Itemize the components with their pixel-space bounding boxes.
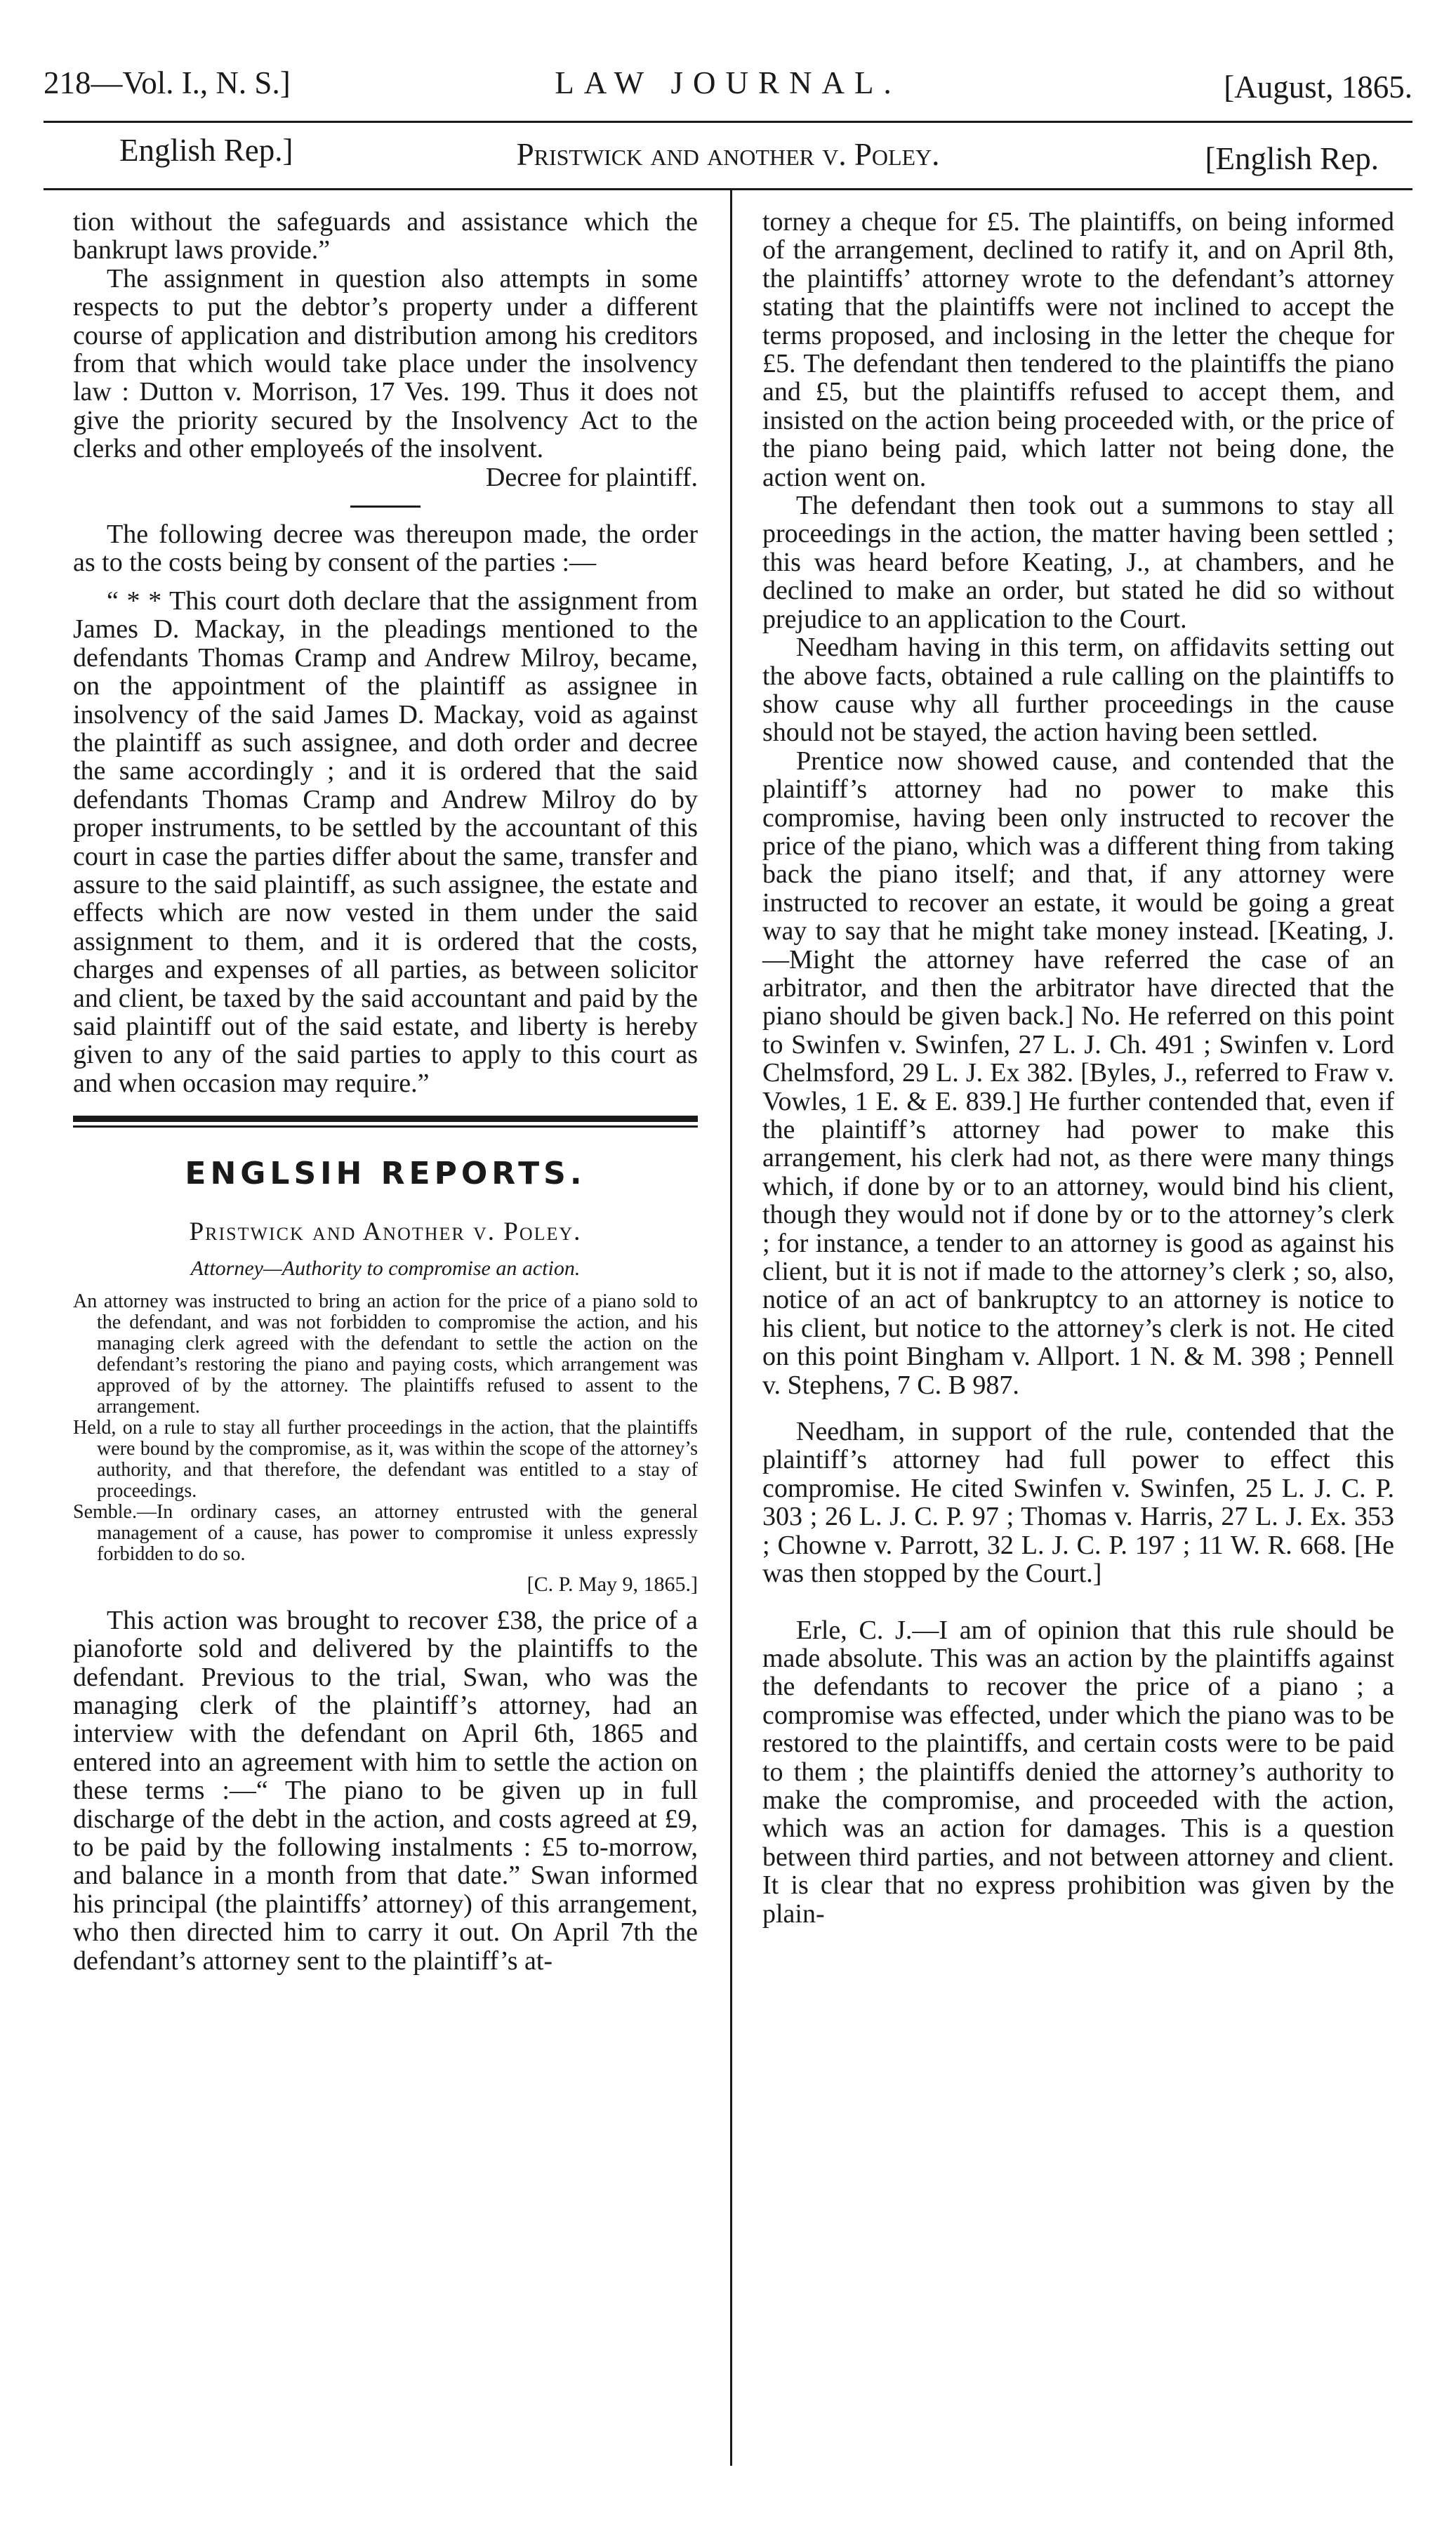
short-separator (350, 506, 421, 508)
case-subheader (44, 126, 1412, 183)
subheader-case-name: Pristwick and another v. Poley. (516, 137, 940, 172)
subheader-left: English Rep.] (119, 133, 293, 168)
decree-text: “ * * This court doth declare that the assignment from James D. Mackay, in the pleadings mentioned to the defendants Thomas Cramp and Andrew Milroy, became, on the appointment of the plaintiff as assignee in insolvency of the said James D. Mackay, void as against the plaintiff as such assignee, and doth order and decree the same accordingly ; and it is ordered that the said defendants Thomas Cramp and Andrew Milroy do by proper instruments, to be settled by the accountant of this court in case the parties differ about the same, transfer and assure to the said plaintiff, as such assignee, the estate and effects which are now vested in them under the said assignment to them, and it is ordered that the costs, charges and expenses of all parties, as between solicitor and client, be taxed by the said accountant and paid by the said plaintiff out of the said estate, and liberty is hereby given to any of the said parties to apply to this court as and when occasion may require.” (73, 586, 698, 1098)
subheader-right: [English Rep. (1205, 141, 1379, 176)
catchline: Attorney—Authority to compromise an action. (190, 1257, 581, 1280)
running-header (44, 65, 1412, 115)
column-divider (730, 190, 732, 2466)
paragraph: The following decree was thereupon made, the order as to the costs being by consent of the parties :— (73, 520, 698, 578)
judgment-paragraph: Erle, C. J.—I am of opinion that this rule should be made absolute. This was an action by the plaintiffs against the defendants to recover the price of a piano ; a compromise was effected, under which the piano was to be restored to the plaintiffs, and certain costs were to be paid to them ; the plaintiffs denied the attorney’s authority to make the compromise, and proceeded with the action, which was an action for damages. This is a question between third parties, and not between attorney and client. It is clear that no express prohibition was given by the plain- (762, 1615, 1394, 1929)
paragraph: This action was brought to recover £38, the price of a pianoforte sold and delivered by the plaintiffs to the defendant. Previous to the trial, Swan, who was the managing clerk of the plaintiff’s attorney, had an interview with the defendant on April 6th, 1865 and entered into an agreement with him to settle the action on these terms :—“ The piano to be given up in full discharge of the debt in the action, and costs agreed at £9, to be paid by the following instalments : £5 to-morrow, and balance in a month from that date.” Swan informed his principal (the plaintiffs’ attorney) of this arrangement, who then directed him to carry it out. On April 7th the defendant’s attorney sent to the plaintiff’s at- (73, 1605, 698, 1976)
headnote-paragraph: Held, on a rule to stay all further proceedings in the action, that the plaintiffs were bound by the compromise, as it, was within the scope of the attorney’s authority, and that therefore, the defendant was entitled to a stay of proceedings. (73, 1417, 698, 1502)
paragraph: torney a cheque for £5. The plaintiffs, on being informed of the arrangement, declined to ratify it, and on April 8th, the plaintiffs’ attorney wrote to the defendant’s attorney stating that the plaintiffs were not inclined to accept the terms proposed, and inclosing in the letter the cheque for £5. The defendant then tendered to the plaintiffs the piano and £5, but the plaintiffs refused to accept them, and insisted on the action being proceeded with, or the price of the piano being paid, which latter not being done, the action went on. (762, 207, 1394, 492)
paragraph: Prentice now showed cause, and contended that the plaintiff’s attorney had no power to make this compromise, having been only instructed to recover the price of the piano, which was a different thing from taking back the piano itself; and that, if any attorney were instructed to recover an estate, it would be going a great way to say that he might take money instead. [Keating, J.—Might the attorney have referred the case of an arbitrator, and then the arbitrator have directed that the piano should be given back.] No. He referred on this point to Swinfen v. Swinfen, 27 L. J. Ch. 491 ; Swinfen v. Lord Chelmsford, 29 L. J. Ex 382. [Byles, J., referred to Fraw v. Vowles, 1 E. & E. 839.] He further contended that, even if the plaintiff’s attorney had power to make this arrangement, his clerk had not, as there were many things which, if done by or to an attorney, would bind his client, though they would not if done by or to the attorney’s clerk ; for instance, a tender to an attorney is good as against his client, but it is not if made to the attorney’s clerk ; so, also, notice of an act of bankruptcy to an attorney is notice to his client, but notice to the attorney’s clerk is not. He cited on this point Bingham v. Allport. 1 N. & M. 398 ; Pennell v. Stephens, 7 C. B 987. (762, 746, 1394, 1400)
case-title: Pristwick and Another v. Poley. (189, 1217, 582, 1246)
right-column (762, 208, 1394, 1928)
paragraph: Needham having in this term, on affidavits setting out the above facts, obtained a rule calling on the plaintiffs to show cause why all further proceedings in the cause should not be stayed, the action having been settled. (762, 633, 1394, 748)
header-rule (44, 121, 1412, 123)
paragraph: The defendant then took out a summons to stay all proceedings in the action, the matter having been settled ; this was heard before Keating, J., at chambers, and he declined to make an order, but stated he did so without prejudice to an application to the Court. (762, 491, 1394, 634)
page-reference: 218—Vol. I., N. S.] (44, 65, 291, 100)
left-column (73, 208, 698, 1975)
paragraph: Needham, in support of the rule, contended that the plaintiff’s attorney had full power to effect this compromise. He cited Swinfen v. Swinfen, 25 L. J. C. P. 303 ; 26 L. J. C. P. 97 ; Thomas v. Harris, 27 L. J. Ex. 353 ; Chowne v. Parrott, 32 L. J. C. P. 197 ; 11 W. R. 668. [He was then stopped by the Court.] (762, 1417, 1394, 1589)
issue-date: [August, 1865. (1224, 70, 1412, 105)
section-rule-thin (73, 1125, 698, 1128)
headnote-paragraph: An attorney was instructed to bring an action for the price of a piano sold to the defendant, and was not forbidden to compromise the action, and his managing clerk agreed with the defendant to settle the action on the defendant’s restoring the piano and paying costs, which arrangement was approved of by the attorney. The plaintiffs refused to assent to the arrangement. (73, 1290, 698, 1418)
court-citation: [C. P. May 9, 1865.] (527, 1573, 698, 1597)
section-title: ENGLSIH REPORTS. (185, 1156, 586, 1192)
section-rule-heavy (73, 1116, 698, 1122)
decree-label: Decree for plaintiff. (485, 462, 698, 492)
paragraph: The assignment in question also attempts in some respects to put the debtor’s property under a different course of application and distribution among his creditors from that which would take place under the insolvency law : Dutton v. Morrison, 17 Ves. 199. Thus it does not give the priority secured by the Insolvency Act to the clerks and other employeés of the insolvent. (73, 263, 698, 464)
headnote-paragraph: Semble.—In ordinary cases, an attorney entrusted with the general management of a cause, has power to compromise it unless expressly forbidden to do so. (73, 1501, 698, 1566)
subheader-rule (44, 188, 1412, 190)
paragraph: tion without the safeguards and assistance which the bankrupt laws provide.” (73, 207, 698, 265)
journal-title: LAW JOURNAL. (555, 65, 901, 100)
head-note (73, 1291, 698, 1565)
